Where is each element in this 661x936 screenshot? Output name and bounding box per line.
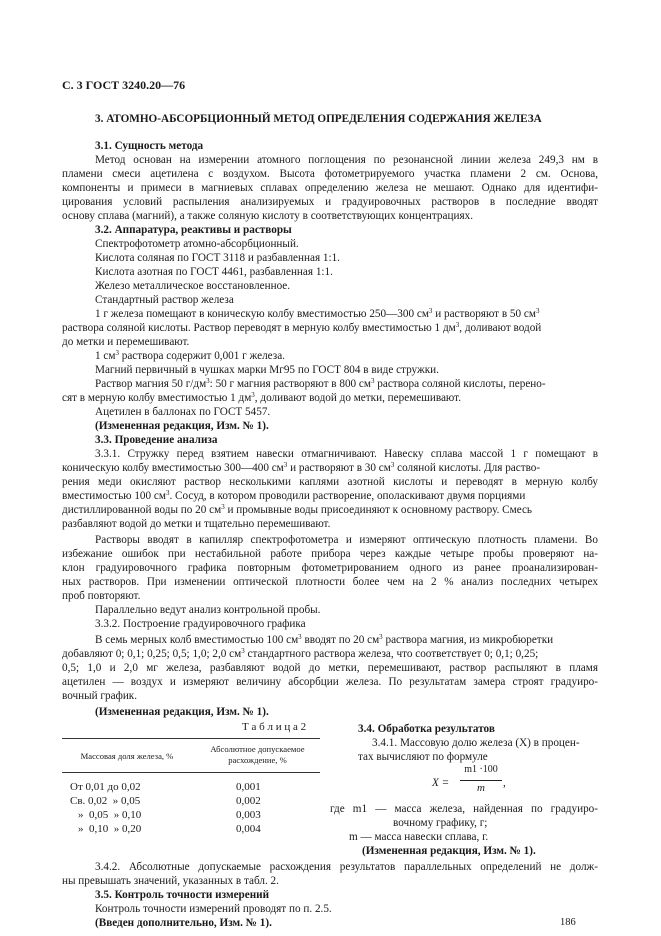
reagent-item: Спектрофотометр атомно-абсорбционный. [95,238,299,250]
paragraph-line: вместимостью 100 $см^3$. Сосуд, в котором проводили растворение, ополаскивают двумя порциями [62,489,526,502]
table-cell-value: 0,002 [236,795,261,807]
formula-where-line: где m1 — масса железа, найденная по градуиро- [330,803,598,815]
amendment-note: (Измененная редакция, Изм. № 1). [362,845,536,857]
page-header: С. 3 ГОСТ 3240.20—76 [62,78,186,92]
paragraph-line: 0,5; 1,0 и 2,0 мг железа, разбавляют водой до метки, перемешивают, раствор распыляют в пламя [62,662,598,674]
formula-denominator: m [477,782,485,794]
table-cell-value: 0,001 [236,781,261,793]
reagent-item: Кислота соляная по ГОСТ 3118 и разбавленная 1:1. [95,252,340,264]
paragraph-line: вочный график. [62,690,138,702]
paragraph-line: дистиллированной воды по 20 $см^3$ и промывные воды присоединяют к основному раствору. Смесь [62,503,533,516]
paragraph-line: пламени смеси ацетилена с воздухом. Высота фотометрируемого участка пламени 2 см. Основа, [62,168,598,180]
table-cell-value: 0,003 [236,809,261,821]
paragraph-line: раствора соляной кислоты. Раствор переводят в мерную колбу вместимостью 1 $дм^3$, доливают водой [62,321,542,334]
table-caption: Т а б л и ц а 2 [242,721,307,733]
reagent-item: Железо металлическое восстановленное. [95,280,291,292]
paragraph-line: Ацетилен в баллонах по ГОСТ 5457. [95,406,271,418]
amendment-note: (Введен дополнительно, Изм. № 1). [95,917,272,929]
formula-lhs: X = [432,777,450,789]
subsection-heading: 3.3.2. Построение градуировочного графика [95,618,306,630]
reagent-item: Кислота азотная по ГОСТ 4461, разбавленная 1:1. [95,266,333,278]
paragraph-line: цирования условий распыления анализируемых и градуировочных растворов в последние вводят [62,196,598,208]
table-cell-range: Св. 0,02 » 0,05 [70,795,141,807]
formula-where-line: вочному графику, г; [393,817,488,829]
page-number-label: 186 [560,917,576,928]
table-header-mass-fraction: Массовая доля железа, % [80,751,174,761]
paragraph-line: сят в мерную колбу вместимостью 1 $дм^3$, доливают водой до метки, перемешивают. [62,391,461,404]
table-cell-range: » 0,05 » 0,10 [78,809,142,821]
paragraph-line: 3.4.1. Массовую долю железа (X) в процен- [372,737,580,749]
table-cell-value: 0,004 [236,823,261,835]
paragraph-line: В семь мерных колб вместимостью 100 $см^3$ вводят по 20 $см^3$ раствора магния, из микробюретки [95,633,554,646]
section-3-2-heading: 3.2. Аппаратура, реактивы и растворы [95,224,292,236]
paragraph-line: Параллельно ведут анализ контрольной пробы. [95,604,321,616]
paragraph-line: основу сплава (магний), а также соляную кислоту в соответствующих концентрациях. [62,210,473,222]
table-header-rule [62,772,320,773]
paragraph-line: Метод основан на измерении атомного поглощения по резонансной линии железа 249,3 нм в [95,154,598,166]
table-header-tolerance: Абсолютное допускаемое расхождение, % [210,744,305,765]
section-3-3-heading: 3.3. Проведение анализа [95,434,218,446]
section-title: 3. АТОМНО-АБСОРБЦИОННЫЙ МЕТОД ОПРЕДЕЛЕНИЯ СОДЕРЖАНИЯ ЖЕЛЕЗА [95,113,542,125]
paragraph-line: до метки и перемешивают. [62,336,190,348]
paragraph-line: 1 г железа помещают в коническую колбу вместимостью 250—300 $см^3$ и растворяют в 50 $см^3$ [95,307,540,320]
formula-where-line: m — масса навески сплава, г. [349,831,489,843]
table-cell-range: От 0,01 до 0,02 [70,781,141,793]
paragraph-line: коническую колбу вместимостью 300—400 $см^3$ и растворяют в 30 $см^3$ соляной кислоты. Для раство- [62,461,541,474]
table-cell-range: » 0,10 » 0,20 [78,823,142,835]
paragraph-line: Контроль точности измерений проводят по п. 2.5. [95,903,332,915]
formula-tail: , [503,777,506,789]
section-3-5-heading: 3.5. Контроль точности измерений [95,889,270,901]
paragraph-line: Магний первичный в чушках марки Мг95 по ГОСТ 804 в виде стружки. [95,364,439,376]
paragraph-line: проб повторяют. [62,590,141,602]
paragraph-line: ацетилен — воздух и измеряют величину абсорбции железа. По результатам замера строят градуиро- [62,676,598,688]
table-top-rule [62,738,320,739]
paragraph-line: ны превышать значений, указанных в табл. 2. [62,875,279,887]
paragraph-line: 1 $см^3$ раствора содержит 0,001 г железа. [95,349,285,362]
paragraph-line: избежание ошибок при нестабильной работе прибора через каждые четыре пробы проверяют на- [62,548,598,560]
paragraph-line: 3.4.2. Абсолютные допускаемые расхождения результатов параллельных определений не долж- [95,861,598,873]
formula-numerator: m1 ·100 [464,764,498,775]
paragraph-line: тах вычисляют по формуле [358,751,488,763]
paragraph-line: разбавляют водой до метки и тщательно перемешивают. [62,518,331,530]
paragraph-line: добавляют 0; 0,1; 0,25; 0,5; 1,0; 2,0 $см^3$ стандартного раствора железа, что соответствует 0; 0,1; 0,25; [62,647,539,660]
section-3-1-heading: 3.1. Сущность метода [95,140,204,152]
paragraph-line: Растворы вводят в капилляр спектрофотометра и измеряют оптическую плотность пламени. Во [95,534,598,546]
section-3-4-heading: 3.4. Обработка результатов [358,723,495,735]
amendment-note: (Измененная редакция, Изм. № 1). [95,706,269,718]
paragraph-line: ных растворов. При изменении оптической плотности более чем на 2 % анализ последних четырех [62,576,598,588]
paragraph-line: Раствор магния 50 $г/дм^3$: 50 г магния растворяют в 800 $см^3$ раствора соляной кислоты, перено- [95,377,546,390]
reagent-item: Стандартный раствор железа [95,294,234,306]
paragraph-line: клон градуировочного графика повторным фотометрированием одного из ранее проанализирован- [62,562,598,574]
amendment-note: (Измененная редакция, Изм. № 1). [95,420,269,432]
paragraph-line: рения меди окисляют раствор несколькими каплями азотной кислоты и переводят в мерную колбу [62,476,598,488]
paragraph-line: 3.3.1. Стружку перед взятием навески отмагничивают. Навеску сплава массой 1 г помещают в [95,448,598,460]
fraction-bar [460,780,502,781]
paragraph-line: компоненты и примеси в магниевых сплавах определению железа не мешают. Однако для идентифи- [62,182,598,194]
